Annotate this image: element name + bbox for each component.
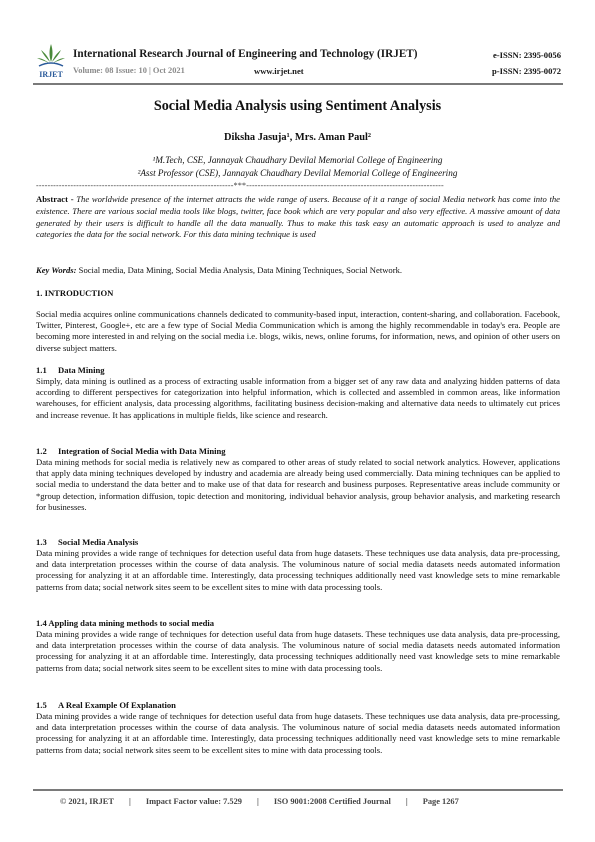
keywords xyxy=(36,265,560,277)
section-separator: ---------------------------------------------------------------------***--------------------------------------------------------------------- xyxy=(36,181,444,190)
section-heading-real-example xyxy=(36,700,176,710)
abstract-label: Abstract - xyxy=(36,194,74,204)
journal-title: International Research Journal of Engineering and Technology (IRJET) xyxy=(73,48,418,60)
section-heading-introduction: 1. INTRODUCTION xyxy=(36,288,114,298)
section-heading-appling-data-mining: 1.4 Appling data mining methods to social media xyxy=(36,618,215,628)
section-number: 1.2 xyxy=(36,446,47,456)
section-number: 1.1 xyxy=(36,365,47,375)
paper-authors: Diksha Jasuja¹, Mrs. Aman Paul² xyxy=(223,132,372,143)
journal-header xyxy=(33,42,563,82)
section-body-appling-data-mining: Data mining provides a wide range of techniques for detection useful data from huge datasets. These techniques use data analysis, data pre-processing, and data interpretation processes within the course of data analysis. The voluminous nature of social media datasets needs automated information processing for analyzing it at an affordable time. Interestingly, data processing techniques additionally need vast knowledge sets to mine remarkable patterns from data; social network sites seem to be excellent sites to mine with data processing tools. xyxy=(36,629,560,673)
footer-iso-certification: ISO 9001:2008 Certified Journal xyxy=(273,797,391,806)
affiliation-2: ²Asst Professor (CSE), Jannayak Chaudhary Devilal Memorial College of Engineering xyxy=(137,168,458,178)
section-heading-text: Data Mining xyxy=(58,365,105,375)
svg-text:IRJET: IRJET xyxy=(39,70,63,79)
p-issn: p-ISSN: 2395-0072 xyxy=(492,66,561,76)
footer-separator: | xyxy=(256,797,259,806)
footer-separator: | xyxy=(405,797,408,806)
e-issn: e-ISSN: 2395-0056 xyxy=(492,50,561,60)
section-heading-data-mining xyxy=(36,365,105,375)
footer-page-number: Page 1267 xyxy=(422,797,459,806)
footer-separator: | xyxy=(128,797,131,806)
affiliation-1: ¹M.Tech, CSE, Jannayak Chaudhary Devilal Memorial College of Engineering xyxy=(152,155,443,165)
section-body-social-media-analysis: Data mining provides a wide range of techniques for detection useful data from huge datasets. These techniques use data analysis, data pre-processing, and data interpretation processes within the course of data analysis. The voluminous nature of social media datasets needs automated information processing for analyzing it at an affordable time. Interestingly, data processing techniques additionally need vast knowledge sets to mine remarkable patterns from data; social network sites seem to be excellent sites to mine with data processing tools. xyxy=(36,548,560,592)
section-body-introduction: Social media acquires online communications channels dedicated to community-based input, interaction, content-sharing, and collaboration. Facebook, Twitter, Pinterest, Google+, etc are a few type of Social Media Communication which is among the highly recommendable in today's era. People are becoming more interested in and relying on the social media i.e. blogs, wikis, news, online forums, for information, news, and opinion of other users on diverse subject matters. xyxy=(36,309,560,353)
abstract xyxy=(36,194,560,241)
section-heading-text: A Real Example Of Explanation xyxy=(58,700,176,710)
paper-title: Social Media Analysis using Sentiment Analysis xyxy=(153,98,442,114)
footer-copyright: © 2021, IRJET xyxy=(60,797,114,806)
page-footer xyxy=(60,797,459,806)
section-body-data-mining: Simply, data mining is outlined as a process of extracting usable information from a bigger set of any raw data and analyzing hidden patterns of data according to different perspectives for categorization into helpful information, which is collected and assembled in common areas, like information warehouses, for efficient analysis, data processing algorithms, facilitating business decision-making and alternative data needs to ultimately cut prices and increase revenue. It has applications in multiple fields, like science and research. xyxy=(36,376,560,420)
section-number: 1.5 xyxy=(36,700,47,710)
section-heading-text: Social Media Analysis xyxy=(58,537,139,547)
abstract-text: The worldwide presence of the internet attracts the wide range of users. Because of it a range of social Media network has come into the existence. There are various social media tools like blogs, twitter, face book which are very popular and also very effective. A massive amount of data generated by their users is difficult to handle all the data manually. Thus to make this task easy an automatic approach is used to analyze and categories the data for the social network. For this data mining technique is used xyxy=(36,194,560,240)
section-body-real-example: Data mining provides a wide range of techniques for detection useful data from huge datasets. These techniques use data analysis, data pre-processing, and data interpretation processes within the course of data analysis. The voluminous nature of social media datasets needs automated information processing for analyzing it at an affordable time. Interestingly, data processing techniques additionally need vast knowledge sets to mine remarkable patterns from data; social network sites seem to be excellent sites to mine with data processing tools. xyxy=(36,711,560,755)
header-divider xyxy=(33,83,563,85)
section-heading-social-media-analysis xyxy=(36,537,138,547)
keywords-label: Key Words: xyxy=(36,265,77,275)
section-body-integration: Data mining methods for social media is relatively new as compared to other areas of study related to social network analytics. However, applications that apply data mining techniques developed by industry and academia are already being used commercially. Data mining techniques can be applied to social media to understand the data better and to make use of that data for research and business purposes. Representative areas include community or *group detection, information diffusion, topic detection and monitoring, individual behavior analysis, group behavior analysis, and marketing research for businesses. xyxy=(36,457,560,512)
section-heading-text: Integration of Social Media with Data Mining xyxy=(58,446,226,456)
section-number: 1.3 xyxy=(36,537,47,547)
footer-impact-factor: Impact Factor value: 7.529 xyxy=(145,797,242,806)
section-heading-integration xyxy=(36,446,226,456)
journal-website-link[interactable]: www.irjet.net xyxy=(254,66,304,76)
footer-divider xyxy=(33,789,563,791)
keywords-text: Social media, Data Mining, Social Media Analysis, Data Mining Techniques, Social Network. xyxy=(76,265,403,275)
irjet-logo xyxy=(35,42,67,80)
volume-issue: Volume: 08 Issue: 10 | Oct 2021 xyxy=(73,66,185,75)
